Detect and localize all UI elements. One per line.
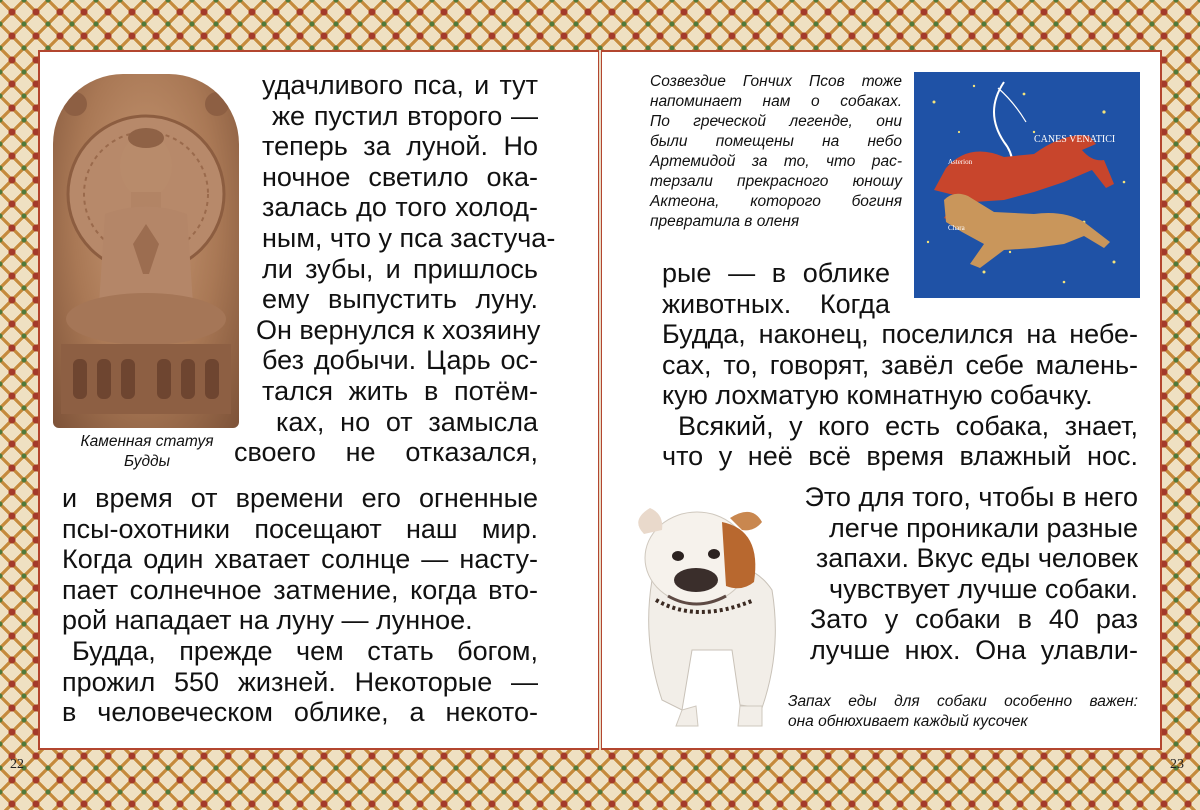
text-line: псы-охотники посещают наш мир. — [62, 513, 538, 544]
caption-line: напоминает нам о собаках. — [650, 93, 902, 110]
text-line: животных. Когда — [662, 288, 890, 319]
constellation-label-asterion: Asterion — [948, 158, 973, 166]
text-line: ночное светило ока- — [262, 161, 538, 192]
constellation-label-chara: Chara — [948, 224, 965, 232]
constellation-title: CANES VENATICI — [1034, 134, 1116, 145]
text-line: и время от времени его огненные — [62, 483, 538, 513]
page-number-right: 23 — [1170, 757, 1184, 772]
caption-line: Актеона, которого богиня — [650, 193, 902, 210]
constellation-image — [914, 72, 1140, 298]
text-line: Зато у собаки в 40 раз — [810, 604, 1138, 635]
text-line: в человеческом облике, а некото- — [62, 697, 538, 728]
text-line: теперь за луной. Но — [262, 131, 538, 162]
book-spine — [599, 50, 601, 750]
buddha-statue-photo — [53, 74, 239, 428]
text-line: же пустил второго — — [272, 100, 538, 131]
dog-caption — [788, 692, 1138, 732]
right-full-text — [662, 319, 1138, 472]
text-line: ему выпустить луну. — [262, 284, 538, 315]
text-line: Всякий, у кого есть собака, знает, — [678, 410, 1138, 441]
text-line: рые — в облике — [662, 258, 890, 288]
caption-line: терзали прекрасного юношу — [650, 173, 902, 190]
text-line: легче проникали разные — [828, 512, 1138, 543]
page-number-left: 22 — [10, 757, 24, 772]
text-line: залась до того холод- — [262, 192, 538, 223]
text-line: чувствует лучше собаки. — [829, 573, 1138, 604]
caption-line: Каменная статуя — [80, 433, 214, 450]
text-line: Когда один хватает солнце — насту- — [62, 544, 538, 575]
text-line: запахи. Вкус еды человек — [815, 543, 1138, 574]
caption-line: Будды — [123, 453, 171, 470]
text-line: лучше нюх. Она улавли- — [810, 634, 1138, 665]
text-line: пает солнечное затмение, когда вто- — [62, 574, 538, 605]
text-line: тался жить в потём- — [262, 375, 538, 406]
text-line: ли зубы, и пришлось — [262, 253, 538, 284]
caption-line: превратила в оленя — [650, 213, 800, 230]
right-short-text — [662, 258, 890, 319]
text-line: ным, что у пса застуча- — [262, 222, 556, 253]
right-dog-side-text — [758, 482, 1138, 666]
text-line: Будда, наконец, поселился на небе- — [662, 319, 1138, 349]
caption-line: По греческой легенде, они — [650, 113, 902, 130]
text-line: Он вернулся к хозяину — [256, 314, 541, 345]
constellation-caption — [650, 72, 902, 232]
text-line: прожил 550 жизней. Некоторые — — [62, 666, 538, 697]
text-line: ках, но от замысла — [276, 406, 538, 437]
buddha-caption — [72, 432, 222, 472]
left-upper-text — [234, 70, 556, 468]
text-line: рой нападает на луну — лунное. — [62, 605, 473, 636]
text-line: удачливого пса, и тут — [262, 70, 538, 100]
caption-line: она обнюхивает каждый кусочек — [788, 713, 1028, 730]
text-line: что у неё всё время влажный нос. — [662, 441, 1138, 472]
text-line: без добычи. Царь ос- — [262, 345, 538, 376]
caption-line: Запах еды для собаки особенно важен: — [788, 693, 1138, 710]
caption-line: Созвездие Гончих Псов тоже — [650, 73, 902, 90]
left-full-text — [62, 483, 538, 728]
text-line: Будда, прежде чем стать богом, — [72, 635, 538, 666]
text-line: сах, то, говорят, завёл себе малень- — [662, 349, 1138, 380]
text-line: своего не отказался, — [234, 437, 538, 468]
caption-line: были помещены на небо — [650, 133, 902, 150]
text-line: кую лохматую комнатную собачку. — [662, 380, 1093, 411]
text-line: Это для того, чтобы в него — [804, 482, 1138, 512]
caption-line: Артемидой за то, что рас- — [650, 153, 902, 170]
